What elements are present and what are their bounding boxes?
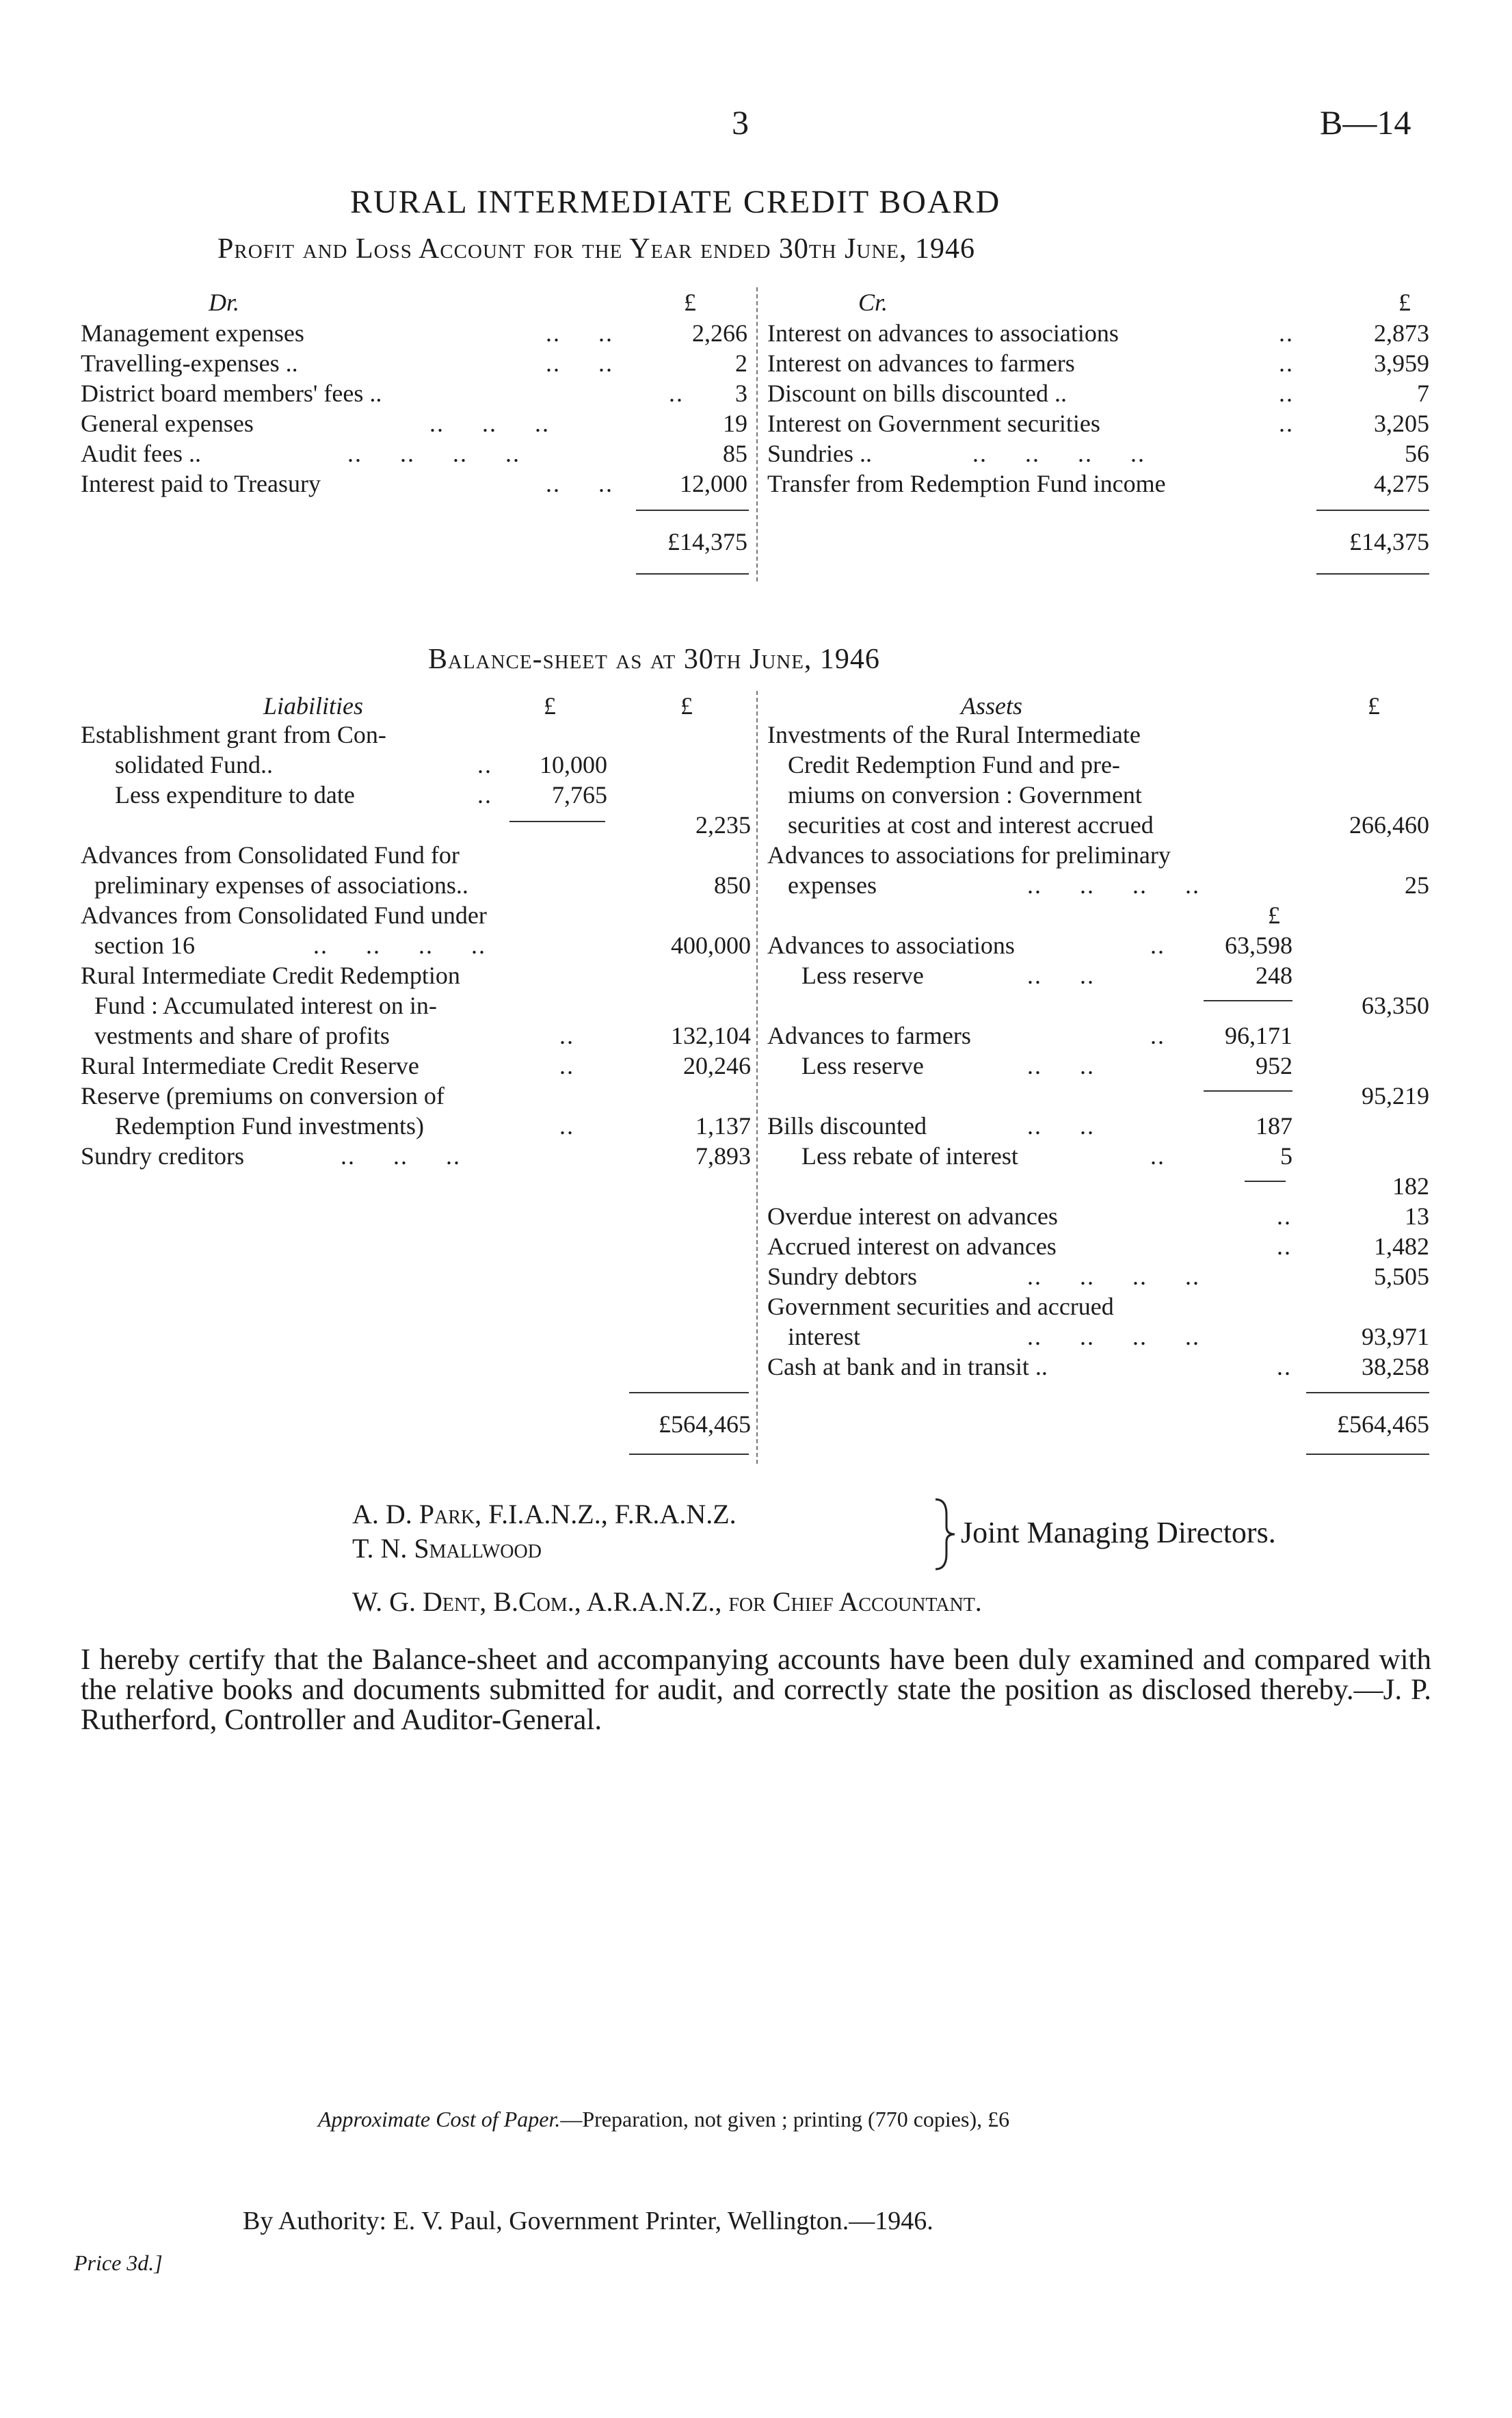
bs-assets-label: Assets <box>961 692 1022 720</box>
pl-cr-value: 56 <box>1405 440 1429 467</box>
asset-govt-sec-value: 93,971 <box>1362 1323 1429 1350</box>
bs-liab-row <box>81 960 751 990</box>
price: Price 3d.] <box>74 2250 163 2275</box>
pl-cr-row: Interest on advances to associations 2,873 .. <box>767 319 1429 347</box>
pl-dr-row: General expenses 19 .. .. .. <box>81 410 747 437</box>
bs-liab-row: Less expenditure to date .. 7,765 <box>115 781 607 809</box>
audit-certificate: I hereby certify that the Balance-sheet and accompanying accounts have been duly examined and compared with the relative books and documents submitted for audit, and correctly state the position as disclosed thereby.—J. P. Rutherford, Controller and Auditor-General. <box>81 1644 1431 1736</box>
asset-cash: Cash at bank and in transit .. <box>767 1353 1048 1380</box>
asset-overdue: Overdue interest on advances <box>767 1203 1058 1230</box>
asset-adv-farmers-net: 95,219 <box>1362 1082 1429 1109</box>
pl-cr-row: Interest on Government securities 3,205 .. <box>767 410 1429 437</box>
pl-dr-total-row <box>615 527 747 557</box>
bs-liab-row <box>81 870 751 900</box>
liab-grant-line2: solidated Fund.. <box>115 751 273 778</box>
bs-asset-row <box>767 810 1429 840</box>
bs-liab-row: solidated Fund.. .. 10,000 <box>115 751 607 778</box>
pl-dr-value: 85 <box>723 440 747 467</box>
liab-grant-line1: Establishment grant from Con- <box>81 721 386 748</box>
pl-cr-row: Discount on bills discounted .. 7 .. <box>767 380 1429 407</box>
pl-dr-label-text: General expenses <box>81 410 254 437</box>
pl-dr-label-text: District board members' fees .. <box>81 380 382 407</box>
pl-cr-value: 7 <box>1417 380 1429 407</box>
cost-of-paper <box>318 2107 1009 2132</box>
pl-dr-row: District board members' fees .. 3 .. <box>81 380 747 407</box>
bs-asset-row: Overdue interest on advances .. 13 <box>767 1203 1429 1230</box>
bs-liab-row <box>81 720 751 750</box>
liab-ricr-fund-line3: vestments and share of profits <box>94 1022 390 1049</box>
cost-label: Approximate Cost of Paper. <box>318 2107 561 2131</box>
bs-column-divider <box>756 691 758 1464</box>
printer-authority: By Authority: E. V. Paul, Government Printer, Wellington.—1946. <box>243 2207 933 2235</box>
pl-cr-row <box>767 469 1429 499</box>
asset-overdue-value: 13 <box>1405 1203 1429 1230</box>
pl-cr-label: Cr. <box>858 289 888 316</box>
pl-cr-label-text: Transfer from Redemption Fund income <box>767 470 1166 497</box>
pl-dr-value: 12,000 <box>680 470 747 497</box>
bs-asset-row <box>767 750 1429 780</box>
pl-dr-total-underline <box>636 573 749 575</box>
bs-asset-row <box>767 900 1429 930</box>
asset-inv-value: 266,460 <box>1349 811 1429 839</box>
asset-govt-sec-line2: interest <box>788 1323 860 1350</box>
bs-liab-row <box>81 810 751 840</box>
asset-adv-prelim-value: 25 <box>1405 871 1429 899</box>
asset-bills-rebate-value: 5 <box>1280 1142 1292 1170</box>
bs-liab-row <box>81 840 751 870</box>
liab-adv-s16-value: 400,000 <box>671 932 751 959</box>
bs-liab-row <box>81 1081 751 1111</box>
asset-adv-assoc: Advances to associations <box>767 932 1015 959</box>
pl-dr-value: 2 <box>735 350 747 377</box>
bs-liab-total-row <box>615 1409 751 1439</box>
bs-heading: Balance-sheet as at 30th June, 1946 <box>428 644 880 675</box>
pl-cr-total-underline <box>1316 573 1429 575</box>
signature-role: Joint Managing Directors. <box>961 1516 1276 1549</box>
pl-cr-label-text: Interest on advances to farmers <box>767 350 1075 377</box>
pl-cr-label-text: Interest on Government securities <box>767 410 1100 437</box>
bs-asset-row: interest .. .. .. .. 93,971 <box>788 1323 1429 1350</box>
liab-adv-s16-line1: Advances from Consolidated Fund under <box>81 902 487 929</box>
asset-bills-net: 182 <box>1392 1172 1429 1200</box>
asset-adv-farmers: Advances to farmers <box>767 1022 971 1049</box>
bs-asset-row <box>767 1291 1429 1322</box>
pl-dr-currency: £ <box>684 289 696 316</box>
pl-cr-row: Interest on advances to farmers 3,959 .. <box>767 350 1429 377</box>
liab-adv-s16-line2: section 16 <box>94 932 195 959</box>
pl-cr-total-rule <box>1316 510 1429 511</box>
pl-cr-label-text: Interest on advances to associations <box>767 319 1119 347</box>
signature-dent: W. G. Dent, B.Com., A.R.A.N.Z., for Chief Accountant. <box>352 1586 982 1617</box>
bs-asset-row: Sundry debtors .. .. .. .. 5,505 <box>767 1263 1429 1290</box>
signature-smallwood: T. N. Smallwood <box>352 1533 542 1564</box>
asset-adv-farmers-reserve-value: 952 <box>1256 1052 1292 1079</box>
bs-asset-row: Advances to farmers .. 96,171 <box>767 1022 1292 1049</box>
liab-reserve-prem-line1: Reserve (premiums on conversion of <box>81 1082 445 1109</box>
report-title: RURAL INTERMEDIATE CREDIT BOARD <box>350 184 1001 220</box>
asset-sundry-debtors: Sundry debtors <box>767 1263 917 1290</box>
bs-asset-row <box>767 720 1429 750</box>
pl-cr-value: 3,959 <box>1374 350 1429 377</box>
asset-adv-assoc-net: 63,350 <box>1362 992 1429 1019</box>
asset-total-rule <box>1306 1392 1429 1393</box>
pl-cr-value: 3,205 <box>1374 410 1429 437</box>
bs-asset-row: Less reserve .. .. 952 <box>801 1052 1292 1079</box>
pl-dr-total-rule <box>636 510 749 511</box>
pl-cr-label-text: Sundries .. <box>767 440 872 467</box>
bs-asset-row: Cash at bank and in transit .. .. 38,258 <box>767 1353 1429 1380</box>
pl-dr-total: £14,375 <box>667 528 747 555</box>
bs-liab-row: Rural Intermediate Credit Reserve .. 20,246 <box>81 1052 751 1079</box>
asset-govt-sec-line1: Government securities and accrued <box>767 1293 1114 1320</box>
brace-icon <box>930 1497 957 1572</box>
pl-dr-value: 2,266 <box>692 319 747 347</box>
bs-liab-row: Sundry creditors .. .. .. 7,893 <box>81 1142 751 1170</box>
pl-dr-value: 19 <box>723 410 747 437</box>
asset-total-underline <box>1306 1454 1429 1455</box>
liab-ric-reserve-value: 20,246 <box>683 1052 751 1079</box>
liab-total-underline <box>629 1454 749 1455</box>
asset-adv-assoc-reserve: Less reserve <box>801 962 924 989</box>
bs-liab-currency-2: £ <box>680 692 693 720</box>
asset-bills-rebate: Less rebate of interest <box>801 1142 1018 1170</box>
bs-asset-row: Accrued interest on advances .. 1,482 <box>767 1233 1429 1260</box>
liab-ricr-fund-line2: Fund : Accumulated interest on in- <box>94 992 437 1019</box>
asset-sundry-debtors-value: 5,505 <box>1374 1263 1429 1290</box>
liab-sundry-creditors: Sundry creditors <box>81 1142 244 1170</box>
liab-grant-value: 10,000 <box>540 751 607 778</box>
asset-adv-assoc-reserve-value: 248 <box>1256 962 1292 989</box>
pl-cr-currency: £ <box>1398 289 1411 316</box>
asset-total: £564,465 <box>1337 1410 1429 1438</box>
pl-cr-label-text: Discount on bills discounted .. <box>767 380 1067 407</box>
asset-adv-prelim-line1: Advances to associations for preliminary <box>767 841 1171 869</box>
asset-cash-value: 38,258 <box>1362 1353 1429 1380</box>
bs-asset-row: Less reserve .. .. 248 <box>801 962 1292 989</box>
pl-cr-row: Sundries .. 56 .. .. .. .. <box>767 440 1429 467</box>
bs-asset-total-row <box>1286 1409 1429 1439</box>
asset-adv-farmers-reserve: Less reserve <box>801 1052 924 1079</box>
asset-inv-line2: Credit Redemption Fund and pre- <box>788 751 1120 778</box>
pl-dr-label: Dr. <box>209 289 240 316</box>
bs-liabilities-label: Liabilities <box>263 692 364 720</box>
asset-accrued: Accrued interest on advances <box>767 1233 1057 1260</box>
pl-cr-value: 2,873 <box>1374 319 1429 347</box>
asset-bills-value: 187 <box>1256 1112 1292 1140</box>
pl-dr-label-text: Audit fees .. <box>81 440 201 467</box>
bs-liab-row: Redemption Fund investments) .. 1,137 <box>115 1112 751 1140</box>
pl-cr-value: 4,275 <box>1374 470 1429 497</box>
liab-adv-prelim-value: 850 <box>714 871 751 899</box>
bs-asset-row: Bills discounted .. .. 187 <box>767 1112 1292 1140</box>
liab-adv-prelim-line2: preliminary expenses of associations.. <box>94 871 468 899</box>
bs-liab-currency-1: £ <box>544 692 556 720</box>
pl-cr-total: £14,375 <box>1349 528 1429 555</box>
pl-dr-label-text: Travelling-expenses .. <box>81 350 298 377</box>
liab-less-expenditure-value: 7,765 <box>552 781 607 809</box>
pl-dr-value: 3 <box>735 380 747 407</box>
pl-column-divider <box>756 287 758 581</box>
liab-total-rule <box>629 1392 749 1393</box>
bs-liab-row: section 16 .. .. .. .. 400,000 <box>94 932 751 959</box>
liab-total: £564,465 <box>659 1410 751 1438</box>
bs-liab-row <box>81 900 751 930</box>
bs-asset-row <box>767 990 1429 1021</box>
bs-asset-row: Less rebate of interest .. 5 <box>801 1142 1292 1170</box>
liab-grant-net: 2,235 <box>695 811 751 839</box>
pl-dr-label-text: Interest paid to Treasury <box>81 470 321 497</box>
pl-dr-row: Management expenses 2,266 .. .. <box>81 319 747 347</box>
liab-ric-reserve: Rural Intermediate Credit Reserve <box>81 1052 419 1079</box>
page-number: 3 <box>732 103 749 142</box>
document-reference: B—14 <box>1320 103 1411 142</box>
bs-asset-row <box>767 780 1429 810</box>
liab-adv-prelim-line1: Advances from Consolidated Fund for <box>81 841 460 869</box>
liab-ricr-fund-line1: Rural Intermediate Credit Redemption <box>81 962 460 989</box>
pl-dr-label-text: Management expenses <box>81 319 304 347</box>
pl-dr-row: Interest paid to Treasury 12,000 .. .. <box>81 470 747 497</box>
pl-heading: Profit and Loss Account for the Year ended 30th June, 1946 <box>217 233 975 265</box>
pl-dr-row: Audit fees .. 85 .. .. .. .. <box>81 440 747 467</box>
pl-cr-total-row <box>1296 527 1429 557</box>
asset-adv-assoc-value: 63,598 <box>1225 932 1292 959</box>
pl-dr-row: Travelling-expenses .. 2 .. .. <box>81 350 747 377</box>
bs-asset-row <box>767 1081 1429 1111</box>
asset-inv-line3: miums on conversion : Government <box>788 781 1142 809</box>
bs-liab-row: vestments and share of profits .. 132,104 <box>94 1022 751 1049</box>
bs-asset-row <box>767 1171 1429 1201</box>
asset-accrued-value: 1,482 <box>1374 1233 1429 1260</box>
bs-asset-row <box>767 840 1429 870</box>
bs-liab-row <box>81 990 751 1021</box>
liab-ricr-fund-value: 132,104 <box>671 1022 751 1049</box>
asset-sub-currency: £ <box>1268 902 1280 929</box>
liab-reserve-prem-line2: Redemption Fund investments) <box>115 1112 424 1140</box>
asset-bills: Bills discounted <box>767 1112 927 1140</box>
liab-less-expenditure: Less expenditure to date <box>115 781 355 809</box>
asset-inv-line4: securities at cost and interest accrued <box>788 811 1154 839</box>
asset-adv-prelim-line2: expenses <box>788 871 877 899</box>
signature-park: A. D. Park, F.I.A.N.Z., F.R.A.N.Z. <box>352 1499 737 1529</box>
asset-adv-farmers-value: 96,171 <box>1225 1022 1292 1049</box>
cost-text: —Preparation, not given ; printing (770 copies), £6 <box>560 2107 1010 2131</box>
liab-reserve-prem-value: 1,137 <box>695 1112 751 1140</box>
asset-inv-line1: Investments of the Rural Intermediate <box>767 721 1141 748</box>
bs-asset-row: expenses .. .. .. .. 25 <box>788 871 1429 899</box>
liab-sundry-creditors-value: 7,893 <box>695 1142 751 1170</box>
bs-asset-currency: £ <box>1368 692 1380 720</box>
bs-asset-row: Advances to associations .. 63,598 <box>767 932 1292 959</box>
